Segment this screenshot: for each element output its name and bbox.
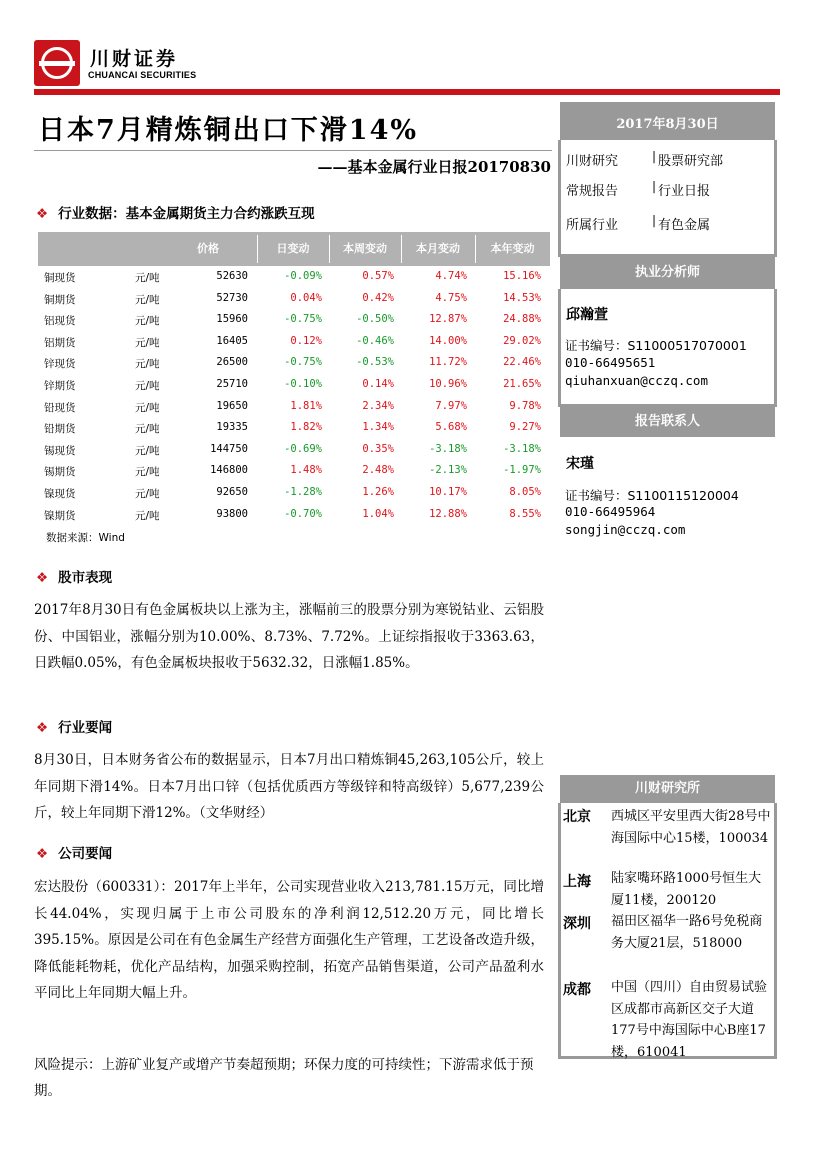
cell-name: 锌期货	[44, 379, 76, 392]
industry-paragraph: 8月30日，日本财务省公布的数据显示，日本7月出口精炼铜45,263,105公斤，较上年同期下滑14%。日本7月出口锌（包括优质西方等级锌和特高级锌）5,677,239公斤，较上年同期下滑12%。（文华财经）	[34, 752, 544, 821]
table-row	[38, 266, 550, 288]
cell-unit: 元/吨	[135, 487, 160, 500]
cell-w: 2.34%	[362, 399, 394, 412]
cell-unit: 元/吨	[135, 293, 160, 306]
cell-price: 26500	[216, 356, 248, 369]
data-source: 数据来源：Wind	[46, 532, 125, 544]
cell-m: 10.17%	[429, 485, 467, 498]
institute-section-title: 川财研究所	[560, 775, 775, 803]
cell-w: 1.34%	[362, 421, 394, 434]
report-title: 日本7月精炼铜出口下滑14%	[38, 115, 419, 146]
cell-y: 29.02%	[503, 334, 541, 347]
cell-m: 12.87%	[429, 313, 467, 326]
analyst-email[interactable]: qiuhanxuan@cczq.com	[565, 373, 708, 388]
cell-price: 52730	[216, 291, 248, 304]
cell-w: 2.48%	[362, 464, 394, 477]
cell-price: 146800	[210, 464, 248, 477]
cell-unit: 元/吨	[135, 444, 160, 457]
contact-cert: 证书编号：S1100115120004	[565, 488, 739, 503]
meta-row-type: 常规报告 | 行业日报	[566, 180, 618, 199]
cell-y: 22.46%	[503, 356, 541, 369]
cell-price: 144750	[210, 442, 248, 455]
office-city-chengdu: 成都	[563, 982, 591, 998]
cell-price: 16405	[216, 334, 248, 347]
col-day: 日变动	[276, 242, 310, 255]
analyst-section-title: 执业分析师	[560, 257, 775, 289]
cell-y: 21.65%	[503, 377, 541, 390]
cell-d: -0.69%	[284, 442, 322, 455]
cell-unit: 元/吨	[135, 379, 160, 392]
section-stock-market: ❖ 股市表现	[36, 570, 113, 586]
cell-name: 锌现货	[44, 358, 76, 371]
company-paragraph: 宏达股份（600331）：2017年上半年，公司实现营业收入213,781.15万元，同比增长44.04%，实现归属于上市公司股东的净利润12,512.20万元，同比增长395.15%。原因是公司在有色金属生产经营方面强化生产管理，工艺设备改造升级，降低能耗物耗，优化产品结构，加强采购控制，拓宽产品销售渠道，公司产品盈利水平同比上年同期大幅上升。	[34, 879, 544, 1001]
analyst-cert: 证书编号：S11000517070001	[565, 338, 747, 353]
cell-price: 19650	[216, 399, 248, 412]
cell-d: 1.81%	[290, 399, 322, 412]
cell-y: -3.18%	[503, 442, 541, 455]
risk-warning: 风险提示：上游矿业复产或增产节奏超预期；环保力度的可持续性；下游需求低于预期。	[34, 1057, 534, 1099]
cell-price: 92650	[216, 485, 248, 498]
cell-d: -0.09%	[284, 270, 322, 282]
cell-w: -0.50%	[356, 313, 394, 326]
table-header	[38, 232, 550, 266]
office-city-shenzhen: 深圳	[563, 916, 591, 932]
cell-m: 12.88%	[429, 507, 467, 520]
table-row	[38, 331, 550, 353]
cell-unit: 元/吨	[135, 509, 160, 522]
report-date: 2017年8月30日	[560, 102, 775, 140]
table-row	[38, 417, 550, 439]
cell-w: 0.35%	[362, 442, 394, 455]
cell-y: 24.88%	[503, 313, 541, 326]
cell-d: -0.75%	[284, 356, 322, 369]
cell-y: 15.16%	[503, 270, 541, 282]
cell-name: 镍期货	[44, 509, 76, 522]
cell-d: -0.75%	[284, 313, 322, 326]
cell-w: 1.26%	[362, 485, 394, 498]
cell-name: 镍现货	[44, 487, 76, 500]
section-industry-data: ❖ 行业数据：基本金属期货主力合约涨跌互现	[36, 206, 315, 222]
section-industry-news: ❖ 行业要闻	[36, 720, 113, 736]
cell-y: 8.55%	[509, 507, 541, 520]
cell-w: 1.04%	[362, 507, 394, 520]
cell-y: 14.53%	[503, 291, 541, 304]
cell-unit: 元/吨	[135, 358, 160, 371]
cell-m: -2.13%	[429, 464, 467, 477]
col-year: 本年变动	[490, 242, 535, 255]
diamond-bullet-icon: ❖	[36, 206, 49, 222]
cell-unit: 元/吨	[135, 315, 160, 328]
diamond-bullet-icon: ❖	[36, 846, 49, 862]
cell-unit: 元/吨	[135, 272, 160, 284]
cell-name: 锡现货	[44, 444, 76, 457]
office-city-beijing: 北京	[563, 809, 591, 825]
col-week: 本周变动	[343, 242, 387, 255]
col-price: 价格	[197, 242, 219, 255]
cell-y: 9.78%	[509, 399, 541, 412]
cell-m: 4.74%	[435, 270, 467, 282]
metals-price-table	[38, 232, 550, 525]
cell-y: -1.97%	[503, 464, 541, 477]
cell-w: 0.57%	[362, 270, 394, 282]
cell-y: 8.05%	[509, 485, 541, 498]
cell-m: -3.18%	[429, 442, 467, 455]
cell-unit: 元/吨	[135, 336, 160, 349]
cell-name: 铝期货	[44, 336, 76, 349]
table-row	[38, 460, 550, 482]
cell-w: -0.53%	[356, 356, 394, 369]
contact-section-title: 报告联系人	[560, 407, 775, 437]
table-row	[38, 288, 550, 310]
cell-w: 0.14%	[362, 377, 394, 390]
report-subtitle: ——基本金属行业日报20170830	[317, 158, 551, 176]
section-company-news: ❖ 公司要闻	[36, 846, 113, 862]
cell-price: 52630	[216, 270, 248, 282]
office-city-shanghai: 上海	[563, 874, 591, 890]
analyst-name: 邱瀚萱	[566, 307, 608, 323]
cell-d: -0.70%	[284, 507, 322, 520]
cell-name: 铜现货	[44, 272, 76, 284]
table-row	[38, 439, 550, 461]
cell-d: 0.12%	[290, 334, 322, 347]
cell-d: 1.82%	[290, 421, 322, 434]
cell-name: 铝现货	[44, 315, 76, 328]
cell-d: -1.28%	[284, 485, 322, 498]
cell-d: 0.04%	[290, 291, 322, 304]
title-divider	[34, 150, 552, 151]
cell-price: 15960	[216, 313, 248, 326]
meta-row-industry: 所属行业 | 有色金属	[566, 214, 618, 233]
cell-price: 93800	[216, 507, 248, 520]
table-body	[38, 266, 550, 525]
cell-w: -0.46%	[356, 334, 394, 347]
contact-phone: 010-66495964	[565, 504, 656, 519]
cell-m: 14.00%	[429, 334, 467, 347]
analyst-phone: 010-66495651	[565, 355, 656, 370]
cell-m: 4.75%	[435, 291, 467, 304]
cell-y: 9.27%	[509, 421, 541, 434]
meta-row-dept: 川财研究 | 股票研究部	[566, 150, 618, 169]
cell-price: 25710	[216, 377, 248, 390]
brand-name-cn: 川财证券	[90, 48, 179, 70]
cell-d: 1.48%	[290, 464, 322, 477]
cell-d: -0.10%	[284, 377, 322, 390]
cell-m: 10.96%	[429, 377, 467, 390]
brand-name-en: CHUANCAI SECURITIES	[88, 70, 197, 80]
office-addr-shanghai: 陆家嘴环路1000号恒生大厦11楼，200120	[611, 871, 762, 908]
contact-email[interactable]: songjin@cczq.com	[565, 522, 686, 537]
stock-paragraph: 2017年8月30日有色金属板块以上涨为主，涨幅前三的股票分别为寒锐钴业、云铝股份、中国铝业，涨幅分别为10.00%、8.73%、7.72%。上证综指报收于3363.63，日跌幅0.05%，有色金属板块报收于5632.32，日涨幅1.85%。	[34, 602, 544, 671]
cell-unit: 元/吨	[135, 401, 160, 414]
cell-m: 7.97%	[435, 399, 467, 412]
cell-price: 19335	[216, 421, 248, 434]
cell-m: 11.72%	[429, 356, 467, 369]
table-row	[38, 396, 550, 418]
company-logo	[34, 40, 80, 86]
office-addr-beijing: 西城区平安里西大街28号中海国际中心15楼，100034	[611, 809, 771, 846]
diamond-bullet-icon: ❖	[36, 720, 49, 736]
cell-unit: 元/吨	[135, 423, 160, 436]
table-row	[38, 482, 550, 504]
table-row	[38, 352, 550, 374]
cell-unit: 元/吨	[135, 466, 160, 479]
office-addr-chengdu: 中国（四川）自由贸易试验区成都市高新区交子大道177号中海国际中心B座17楼，610041	[611, 980, 768, 1060]
cell-name: 铅现货	[44, 401, 76, 414]
cell-w: 0.42%	[362, 291, 394, 304]
cell-name: 铅期货	[44, 423, 76, 436]
cell-name: 锡期货	[44, 466, 76, 479]
table-row	[38, 309, 550, 331]
contact-name: 宋瑾	[566, 456, 594, 472]
office-addr-shenzhen: 福田区福华一路6号免税商务大厦21层，518000	[611, 914, 763, 951]
header-divider	[34, 89, 780, 95]
col-month: 本月变动	[416, 242, 460, 255]
cell-name: 铜期货	[44, 293, 76, 306]
diamond-bullet-icon: ❖	[36, 570, 49, 586]
table-row	[38, 374, 550, 396]
cell-m: 5.68%	[435, 421, 467, 434]
table-row	[38, 504, 550, 526]
